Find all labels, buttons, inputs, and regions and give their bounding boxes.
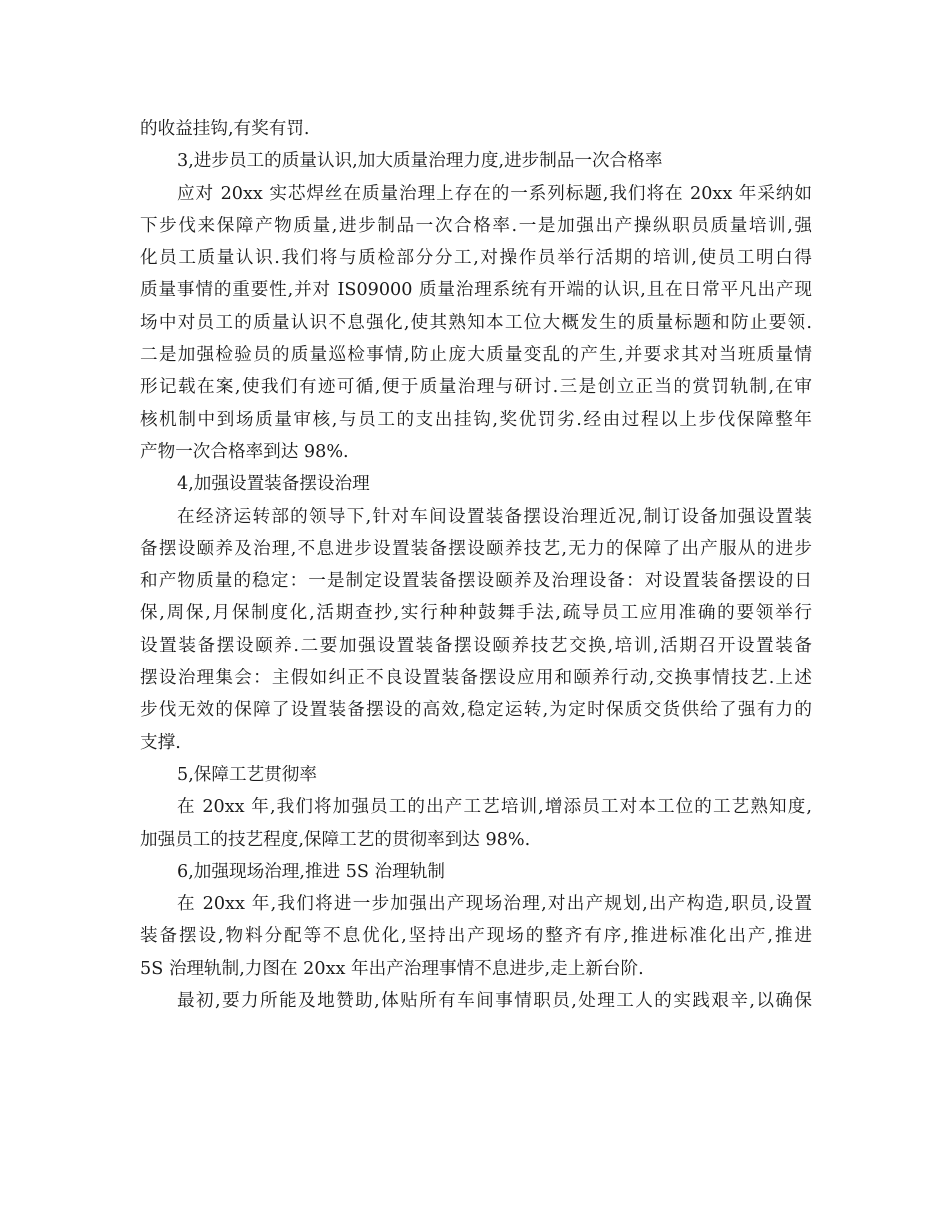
text-line: 二是加强检验员的质量巡检事情,防止庞大质量变乱的产生,并要求其对当班质量情 [140,345,812,366]
section-heading: 4,加强设置装备摆设治理 [177,474,370,495]
text-line: 核机制中到场质量审核,与员工的支出挂钩,奖优罚劣.经由过程以上步伐保障整年 [140,409,812,430]
text-line: 化员工质量认识.我们将与质检部分分工,对操作员举行活期的培训,使员工明白得 [140,248,812,269]
text-line: 场中对员工的质量认识不息强化,使其熟知本工位大概发生的质量标题和防止要领. [140,312,812,333]
text-line: 摆设治理集会：主假如纠正不良设置装备摆设应用和颐养行动,交换事情技艺.上述 [140,668,812,689]
document-body [140,113,812,1017]
section-heading: 6,加强现场治理,推进 5S 治理轨制 [177,861,445,882]
text-line: 支撑. [140,732,181,753]
text-line: 备摆设颐养及治理,不息进步设置装备摆设颐养技艺,无力的保障了出产服从的进步 [140,538,812,559]
section-heading: 5,保障工艺贯彻率 [177,764,317,785]
text-line: 5S 治理轨制,力图在 20xx 年出产治理事情不息进步,走上新台阶. [140,958,644,979]
section-heading: 3,进步员工的质量认识,加大质量治理力度,进步制品一次合格率 [177,151,663,172]
text-line: 下步伐来保障产物质量,进步制品一次合格率.一是加强出产操纵职员质量培训,强 [140,215,812,236]
text-line: 在经济运转部的领导下,针对车间设置装备摆设治理近况,制订设备加强设置装 [177,506,812,527]
text-line: 在 20xx 年,我们将进一步加强出产现场治理,对出产规划,出产构造,职员,设置 [177,894,812,915]
text-line: 在 20xx 年,我们将加强员工的出产工艺培训,增添员工对本工位的工艺熟知度, [177,797,812,818]
text-line: 应对 20xx 实芯焊丝在质量治理上存在的一系列标题,我们将在 20xx 年采纳如 [177,183,812,204]
text-line: 的收益挂钩,有奖有罚. [140,119,310,139]
text-line: 最初,要力所能及地赞助,体贴所有车间事情职员,处理工人的实践艰辛,以确保 [177,991,812,1012]
text-line: 设置装备摆设颐养.二要加强设置装备摆设颐养技艺交换,培训,活期召开设置装备 [140,635,812,656]
text-line: 质量事情的重要性,并对 IS09000 质量治理系统有开端的认识,且在日常平凡出产现 [140,280,812,301]
text-line: 产物一次合格率到达 98%. [140,441,349,462]
text-line: 装备摆设,物料分配等不息优化,坚持出产现场的整齐有序,推进标准化出产,推进 [140,926,812,947]
text-line: 加强员工的技艺程度,保障工艺的贯彻率到达 98%. [140,829,531,850]
text-line: 形记载在案,使我们有迹可循,便于质量治理与研讨.三是创立正当的赏罚轨制,在审 [140,377,812,398]
text-line: 保,周保,月保制度化,活期查抄,实行种种鼓舞手法,疏导员工应用准确的要领举行 [140,603,812,624]
text-line: 和产物质量的稳定：一是制定设置装备摆设颐养及治理设备：对设置装备摆设的日 [140,571,812,592]
text-line: 步伐无效的保障了设置装备摆设的高效,稳定运转,为定时保质交货供给了强有力的 [140,700,812,721]
